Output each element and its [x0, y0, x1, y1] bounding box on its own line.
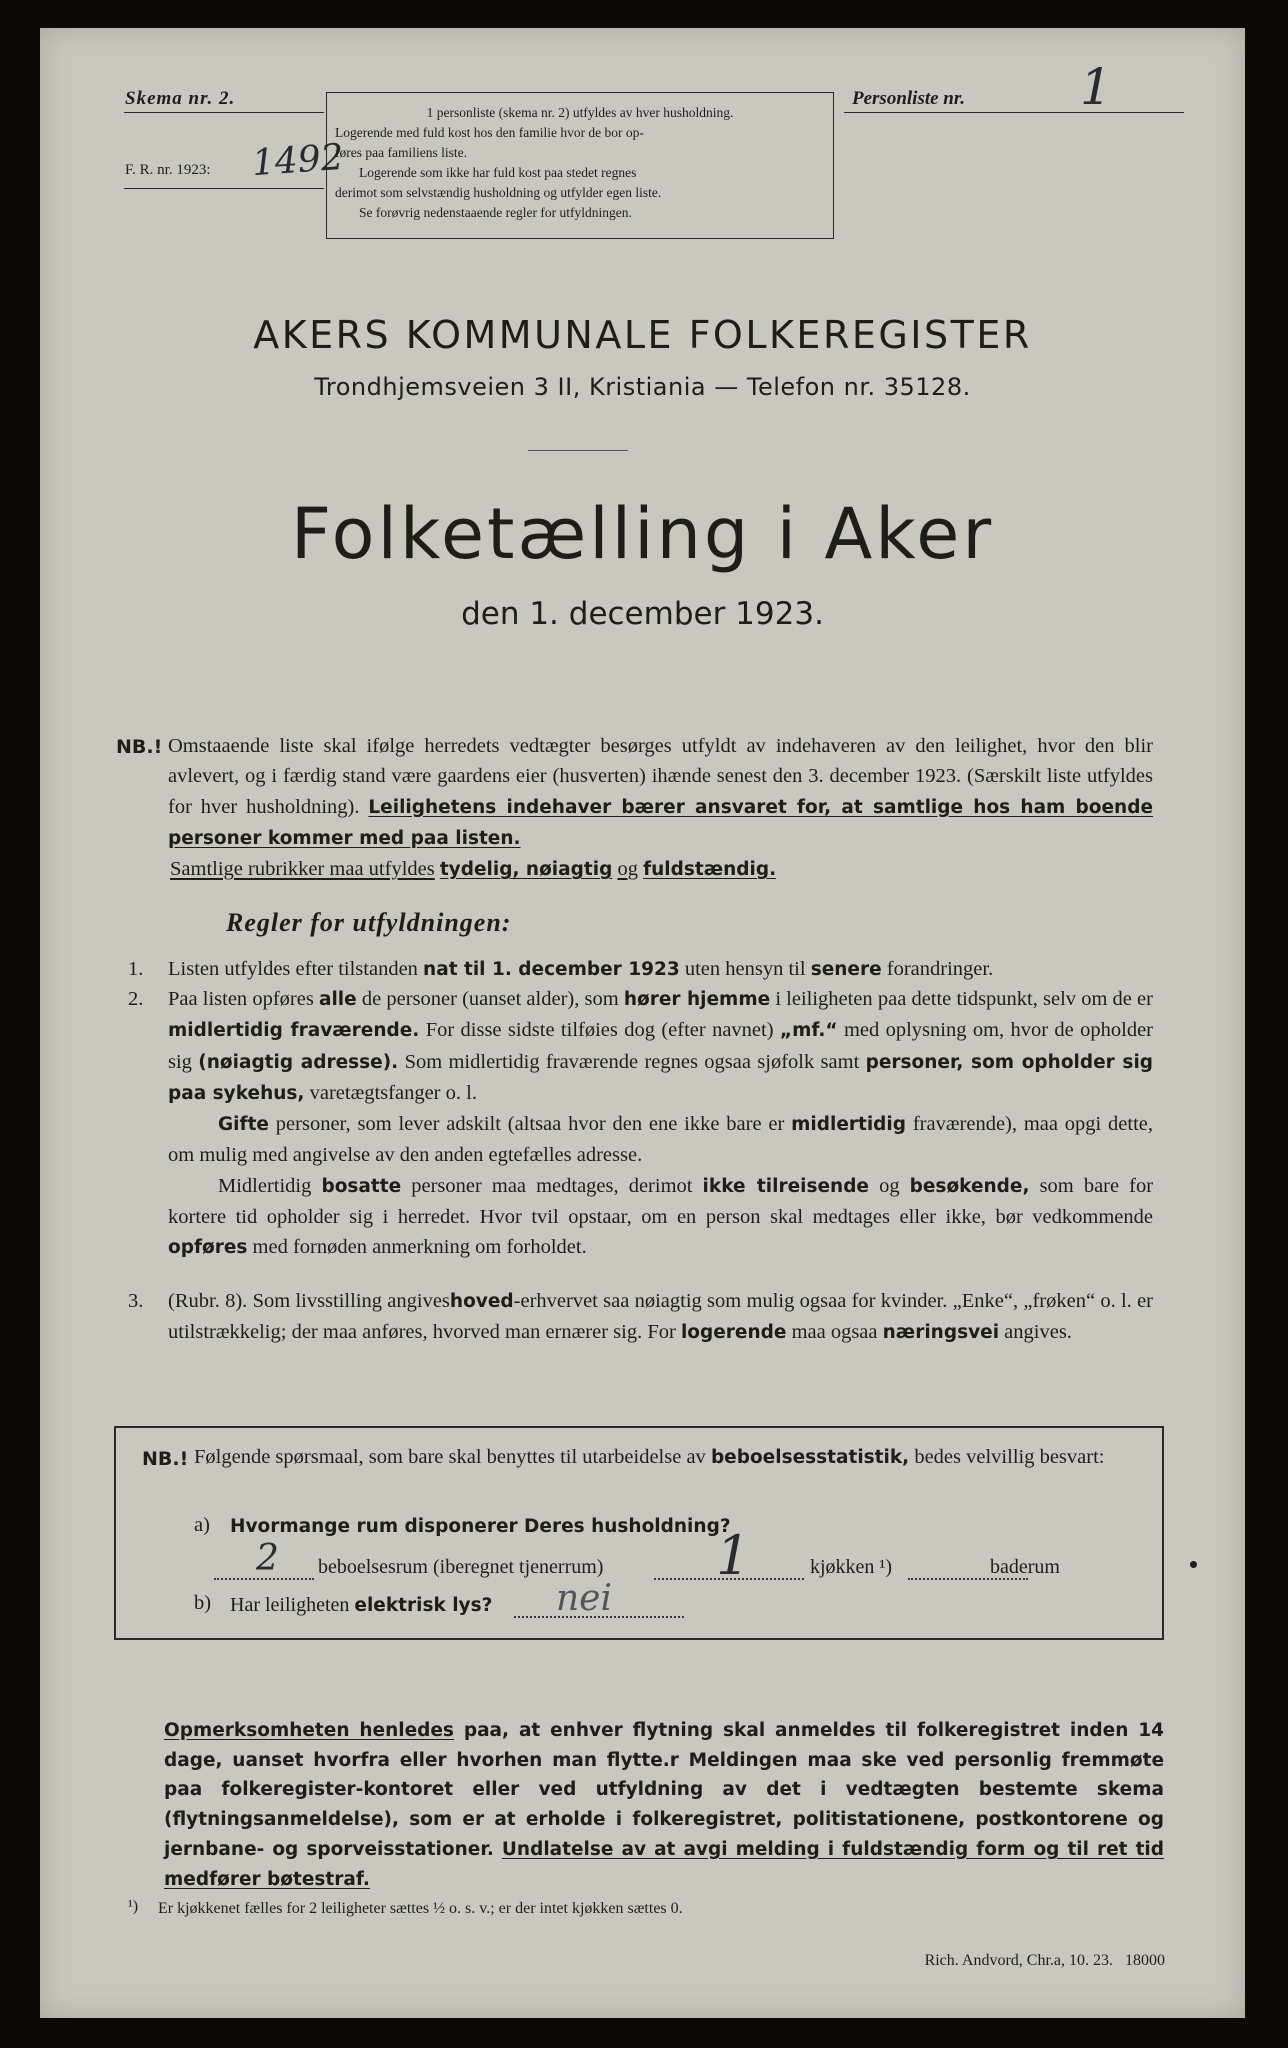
nb2-label: NB.!	[142, 1448, 189, 1470]
notice-penalty: Undlatelse av at avgi melding i fuldstændig form og til ret tid medfører bøtestraf.	[164, 1838, 1164, 1890]
personliste-label: Personliste nr.	[852, 88, 965, 109]
rule-text: i leiligheten paa dette tidspunkt, selv om de er	[775, 988, 1153, 1010]
rule-emph: hører hjemme	[623, 989, 771, 1010]
rule-3	[168, 1286, 1153, 1349]
nb2-emph: beboelsesstatistik,	[710, 1447, 910, 1468]
rule-1	[168, 954, 1153, 985]
footnote-text: Er kjøkkenet fælles for 2 leiligheter sættes ½ o. s. v.; er der intet kjøkken sættes 0.	[158, 1900, 683, 1917]
nb-text: og	[617, 858, 638, 881]
fr-number: 1492	[250, 136, 345, 185]
rule-2	[168, 984, 1153, 1264]
nb2-text: bedes velvillig besvart:	[914, 1446, 1105, 1468]
header-rule-2	[124, 188, 324, 189]
form-sheet	[40, 28, 1245, 2018]
rule-emph: midlertidig fraværende.	[168, 1020, 420, 1042]
rule-text: -erhvervet saa nøiagtig som mulig ogsaa for kvinder. „Enke“, „frøken“ o. l. er utilstrækkelig; der maa anføres, hvorved man ernærer sig. For	[168, 1290, 1153, 1344]
rooms-label: beboelsesrum (iberegnet tjenerrum)	[318, 1556, 604, 1578]
nb2-text: Følgende spørsmaal, som bare skal benyttes til utarbeidelse av	[194, 1446, 706, 1468]
housing-questions-box	[114, 1426, 1164, 1640]
nb-emph: fuldstændig.	[643, 859, 777, 881]
header-rule-3	[844, 112, 1184, 113]
rule-emph: senere	[810, 959, 882, 980]
rooms-value: 2	[256, 1538, 279, 1579]
rule-text: uten hensyn til	[684, 958, 806, 980]
rule-text: personer, som lever adskilt (altsaa hvor den ene ikke bare er	[275, 1113, 785, 1136]
rule-emph: „mf.“	[779, 1020, 838, 1042]
title-date: den 1. december 1923.	[461, 596, 824, 632]
ink-dot	[1190, 1561, 1197, 1568]
qb-emph: elektrisk lys?	[354, 1595, 493, 1616]
rule-emph: besøkende,	[909, 1175, 1030, 1197]
question-b-text	[230, 1594, 492, 1617]
rule-text: med oplysning om, hvor de opholder sig	[168, 1019, 1154, 1073]
rule-number: 3.	[128, 1290, 144, 1312]
rule-emph: alle	[318, 989, 357, 1010]
rule-emph: ikke tilreisende	[702, 1175, 869, 1197]
nb-emph: tydelig, nøiagtig	[439, 859, 613, 881]
rules-heading: Regler for utfyldningen:	[226, 908, 512, 937]
notice-emph: Opmerksomheten henledes	[164, 1720, 454, 1741]
rule-emph: nat til 1. december 1923	[423, 959, 680, 980]
rule-text: Som midlertidig fraværende regnes ogsaa sjøfolk samt	[404, 1050, 860, 1073]
nb-text: Samtlige rubrikker maa utfyldes	[170, 858, 435, 881]
rule-emph: personer, som opholder sig paa sykehus,	[168, 1051, 1154, 1104]
kitchen-label: kjøkken ¹)	[810, 1556, 893, 1578]
rule-text: angives.	[1004, 1321, 1072, 1344]
kitchen-value: 1	[716, 1524, 751, 1587]
rule-emph: opføres	[168, 1237, 248, 1259]
printer-mark: Rich. Andvord, Chr.a, 10. 23. 18000	[924, 1952, 1165, 1969]
info-line: Logerende som ikke har fuld kost paa stedet regnes	[359, 165, 637, 180]
rule-text: For disse sidste tilføies dog (efter navnet)	[425, 1019, 774, 1042]
header-rule	[124, 112, 324, 113]
office-name: AKERS KOMMUNALE FOLKEREGISTER	[253, 313, 1032, 357]
question-b-label: b)	[194, 1592, 212, 1614]
office-address: Trondhjemsveien 3 II, Kristiania — Telefon nr. 35128.	[314, 373, 971, 401]
rule-number: 2.	[128, 988, 144, 1010]
divider	[528, 450, 628, 451]
rule-emph: logerende	[680, 1322, 787, 1344]
rule-text: Midlertidig	[218, 1174, 312, 1197]
info-box	[326, 92, 834, 239]
personliste-number: 1	[1080, 58, 1112, 116]
qb-text: Har leiligheten	[230, 1594, 350, 1616]
rule-emph: næringsvei	[882, 1322, 1000, 1344]
rule-text: forandringer.	[886, 958, 994, 980]
light-value: nei	[556, 1578, 613, 1619]
question-a-text: Hvormange rum disponerer Deres husholdning?	[230, 1516, 731, 1537]
moving-notice	[164, 1716, 1164, 1894]
page-title: Folketælling i Aker	[290, 493, 995, 575]
info-line: derimot som selvstændig husholdning og utfylder egen liste.	[335, 185, 662, 200]
nb-text: Omstaaende liste skal ifølge herredets vedtægter besørges utfyldt av indehaveren av den leilighet, hvor den blir avlevert, og i færdig stand være gaardens eier (husverten) ihænde senest den 3. december 1923. (Særskilt liste utfyldes for hver husholdning).	[168, 735, 1153, 818]
info-line: føres paa familiens liste.	[335, 145, 467, 160]
rule-emph: bosatte	[321, 1175, 402, 1197]
notice-text: paa, at enhver flytning skal anmeldes til folkeregistret inden 14 dage, uanset hvorfra eller hvorhen man flytte.r Meldingen maa ske ved personlig fremmøte paa folkeregister-kontoret eller ved utfyldning av det i vedtægten bestemte skema (flytningsanmeldelse), som er at erholde i folkeregistret, politistationene, postkontorene og jernbane- og sporveisstationer.	[164, 1720, 1164, 1860]
rule-text: (Rubr. 8). Som livsstilling angives	[168, 1290, 450, 1312]
skema-label: Skema nr. 2.	[125, 88, 236, 109]
rule-text: som bare for kortere tid opholder sig i herredet. Hvor tvil opstaar, om en person skal medtages eller ikke, bør vedkommende	[168, 1174, 1154, 1229]
rule-emph: midlertidig	[791, 1114, 907, 1136]
rule-text: de personer (uanset alder), som	[361, 988, 619, 1010]
nb-responsibility: Leilighetens indehaver bærer ansvaret for, at samtlige hos ham boende personer kommer med paa listen.	[168, 796, 1154, 849]
rule-emph: hoved	[449, 1291, 514, 1312]
rule-text: Paa listen opføres	[168, 988, 314, 1010]
rule-text: Listen utfyldes efter tilstanden	[168, 958, 418, 980]
footnote-mark: ¹)	[128, 1898, 139, 1915]
question-a-label: a)	[194, 1514, 210, 1536]
nb2-intro	[194, 1442, 1134, 1473]
info-line: Se forøvrig nedenstaaende regler for utfyldningen.	[359, 205, 632, 220]
rule-text: varetægtsfanger o. l.	[309, 1081, 477, 1104]
bath-label: baderum	[990, 1556, 1060, 1578]
fr-label: F. R. nr. 1923:	[125, 162, 211, 178]
info-line: Logerende med fuld kost hos den familie hvor de bor op-	[335, 125, 644, 140]
rule-emph: Gifte	[218, 1114, 269, 1136]
rule-text: fraværende), maa opgi dette, om mulig med angivelse av den anden egtefælles adresse.	[168, 1113, 1154, 1167]
rule-text: maa ogsaa	[791, 1321, 878, 1344]
rule-text: og	[879, 1174, 900, 1197]
info-line: 1 personliste (skema nr. 2) utfyldes av hver husholdning.	[426, 105, 734, 120]
nb-paragraph	[168, 731, 1153, 885]
rule-number: 1.	[128, 958, 144, 980]
nb-label: NB.!	[116, 736, 163, 758]
rule-text: personer maa medtages, derimot	[411, 1174, 693, 1197]
rule-emph: (nøiagtig adresse).	[198, 1051, 399, 1073]
rule-text: med fornøden anmerkning om forholdet.	[252, 1236, 587, 1259]
